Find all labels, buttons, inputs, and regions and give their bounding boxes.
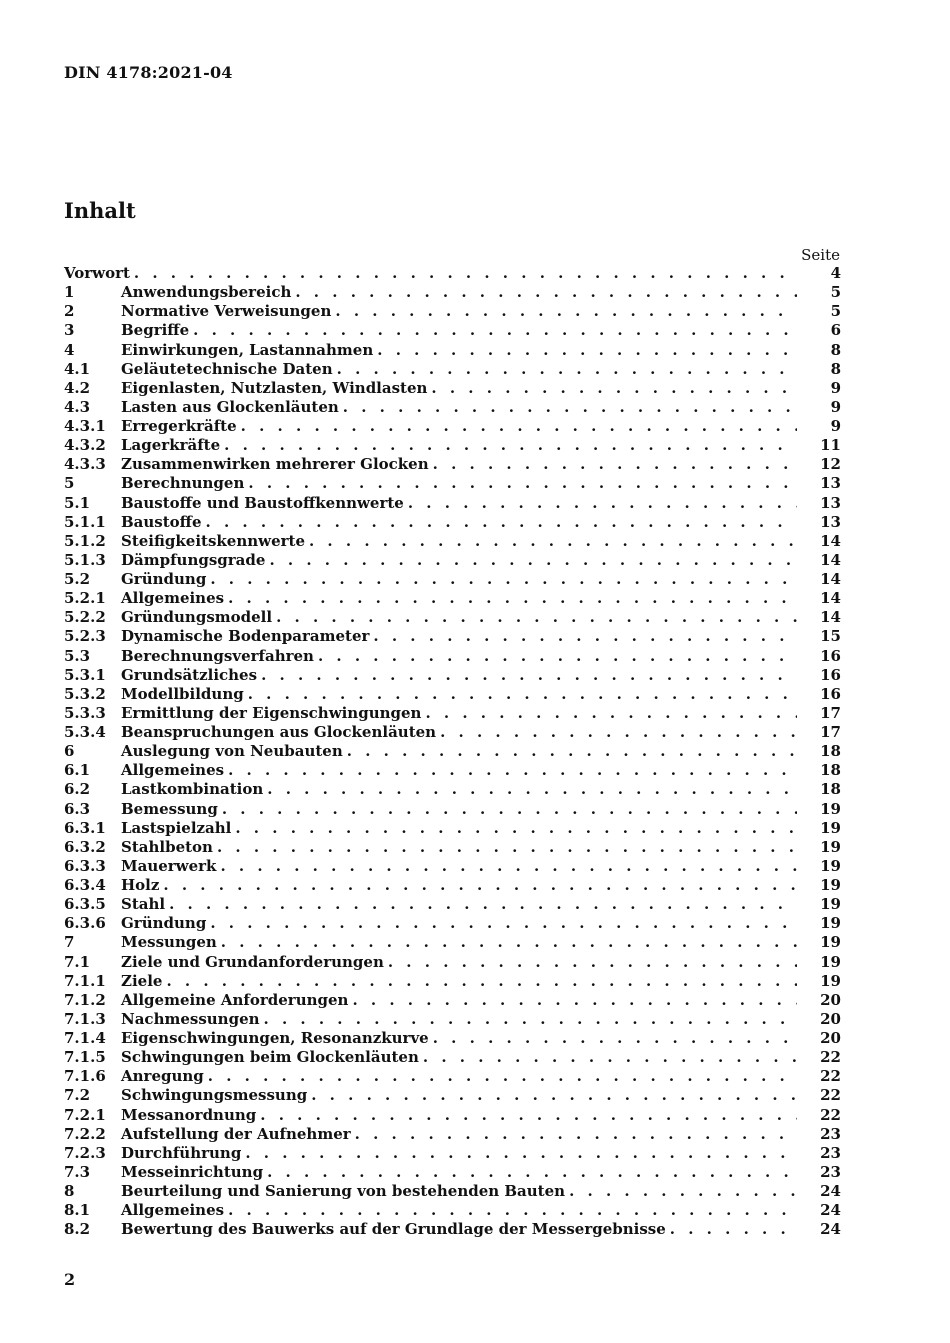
toc-entry-page: 24	[820, 1201, 841, 1220]
toc-entry[interactable]	[64, 647, 841, 666]
toc-entry-number: 1	[64, 283, 75, 302]
toc-entry-label: Messungen	[121, 933, 217, 952]
toc-dot-leader	[377, 341, 797, 360]
toc-entry-number: 7.1.1	[64, 971, 106, 990]
toc-entry-page: 23	[820, 1124, 841, 1143]
toc-entry-label: Holz	[121, 876, 160, 894]
toc-entry-number: 3	[64, 321, 75, 340]
toc-entry-label: Schwingungsmessung	[121, 1086, 308, 1105]
toc-entry-number: 4.3.2	[64, 436, 106, 455]
toc-entry[interactable]	[64, 933, 841, 952]
toc-dot-leader	[569, 1182, 797, 1201]
toc-entry-page: 16	[820, 665, 841, 684]
toc-entry-label: Allgemeine Anforderungen	[121, 990, 349, 1009]
toc-entry-number: 7.1	[64, 952, 91, 971]
toc-entry-label: Lasten aus Glockenläuten	[121, 397, 339, 416]
toc-entry-label: Lastkombination	[121, 780, 264, 799]
toc-entry-label: Schwingungen beim Glockenläuten	[121, 1048, 419, 1067]
toc-entry-page: 6	[830, 321, 841, 340]
toc-dot-leader	[248, 685, 797, 704]
toc-entry-page: 13	[820, 512, 841, 531]
toc-entry-label: Grundsätzliches	[121, 665, 258, 684]
toc-dot-leader	[193, 321, 797, 340]
toc-entry-label: Anregung	[121, 1067, 204, 1086]
toc-dot-leader	[210, 570, 797, 589]
toc-entry-page: 19	[820, 818, 841, 837]
toc-entry-label: Eigenlasten, Nutzlasten, Windlasten	[121, 378, 428, 397]
toc-entry-number: 6.3.4	[64, 876, 106, 894]
toc-entry-number: 5	[64, 474, 75, 493]
toc-entry[interactable]	[64, 455, 841, 474]
toc-entry-label: Einwirkungen, Lastannahmen	[121, 340, 374, 359]
toc-entry-label: Allgemeines	[121, 761, 225, 780]
toc-entry-label: Steifigkeitskennwerte	[121, 531, 305, 550]
toc-entry[interactable]	[64, 895, 841, 914]
toc-entry[interactable]	[64, 1029, 841, 1048]
toc-entry-page: 16	[820, 684, 841, 703]
toc-entry[interactable]	[64, 991, 841, 1010]
toc-entry-page: 19	[820, 971, 841, 990]
toc-entry-number: 7.2.3	[64, 1143, 106, 1162]
toc-entry-number: 6.3.3	[64, 856, 106, 875]
toc-dot-leader	[224, 436, 797, 455]
toc-entry-number: 6.2	[64, 780, 91, 799]
toc-entry-page: 13	[820, 474, 841, 493]
toc-entry-label: Normative Verweisungen	[121, 302, 332, 321]
toc-entry-label: Beurteilung und Sanierung von bestehenden Bauten	[121, 1182, 566, 1200]
toc-entry-number: 7.3	[64, 1162, 91, 1181]
toc-entry[interactable]	[64, 398, 841, 417]
toc-entry-label: Eigenschwingungen, Resonanzkurve	[121, 1029, 429, 1047]
toc-entry-label: Durchführung	[121, 1143, 242, 1162]
toc-entry[interactable]	[64, 666, 841, 685]
toc-dot-leader	[352, 991, 797, 1010]
toc-entry[interactable]	[64, 379, 841, 398]
toc-entry-page: 24	[820, 1182, 841, 1200]
toc-entry-number: 6	[64, 742, 75, 761]
toc-entry-number: 6.1	[64, 761, 91, 780]
toc-entry-page: 9	[830, 417, 841, 435]
toc-entry[interactable]	[64, 264, 841, 283]
toc-entry-label: Gründung	[121, 570, 207, 588]
toc-entry-page: 14	[820, 570, 841, 588]
toc-entry[interactable]	[64, 302, 841, 321]
toc-entry[interactable]	[64, 513, 841, 532]
toc-entry-label: Berechnungen	[121, 474, 245, 493]
toc-dot-leader	[295, 283, 797, 302]
toc-entry-label: Gründungsmodell	[121, 608, 273, 627]
toc-entry[interactable]	[64, 570, 841, 589]
toc-dot-leader	[433, 455, 797, 474]
toc-entry-number: 8.1	[64, 1201, 91, 1220]
toc-entry-page: 19	[820, 876, 841, 894]
toc-entry-page: 17	[820, 723, 841, 741]
toc-entry-label: Bewertung des Bauwerks auf der Grundlage der Messergebnisse	[121, 1220, 666, 1239]
toc-dot-leader	[228, 1201, 797, 1220]
toc-dot-leader	[221, 933, 797, 952]
toc-entry-number: 8	[64, 1182, 75, 1200]
toc-dot-leader	[169, 895, 797, 914]
toc-dot-leader	[134, 264, 797, 283]
toc-entry-page: 19	[820, 799, 841, 818]
toc-entry[interactable]	[64, 1220, 841, 1239]
toc-entry[interactable]	[64, 1106, 841, 1125]
toc-entry[interactable]	[64, 532, 841, 551]
toc-entry-number: 7	[64, 933, 75, 952]
toc-entry-label: Auslegung von Neubauten	[121, 742, 343, 761]
toc-dot-leader	[206, 513, 797, 532]
toc-entry-number: 6.3.2	[64, 837, 106, 856]
toc-entry-number: 7.1.5	[64, 1048, 106, 1067]
toc-entry-label: Modellbildung	[121, 684, 244, 703]
toc-entry-label: Begriffe	[121, 321, 190, 340]
toc-entry-label: Lagerkräfte	[121, 436, 221, 455]
toc-dot-leader	[425, 704, 797, 723]
toc-entry-page: 19	[820, 856, 841, 875]
toc-entry-page: 22	[820, 1086, 841, 1105]
toc-entry-page: 19	[820, 933, 841, 952]
toc-dot-leader	[276, 608, 797, 627]
toc-entry-label: Zusammenwirken mehrerer Glocken	[121, 455, 429, 474]
toc-dot-leader	[208, 1067, 797, 1086]
toc-entry-number: 7.2.1	[64, 1105, 106, 1124]
toc-entry-number: 2	[64, 302, 75, 321]
toc-entry-page: 5	[830, 302, 841, 321]
toc-entry[interactable]	[64, 1086, 841, 1105]
toc-entry[interactable]	[64, 972, 841, 991]
toc-entry[interactable]	[64, 800, 841, 819]
toc-entry[interactable]	[64, 685, 841, 704]
toc-entry-number: 4.2	[64, 378, 91, 397]
toc-entry[interactable]	[64, 494, 841, 513]
toc-dot-leader	[337, 360, 797, 379]
toc-entry-page: 18	[820, 780, 841, 799]
toc-entry-number: 5.3	[64, 646, 91, 665]
toc-dot-leader	[261, 666, 797, 685]
toc-entry-label: Beanspruchungen aus Glockenläuten	[121, 723, 437, 741]
toc-entry-page: 24	[820, 1220, 841, 1239]
toc-dot-leader	[423, 1048, 797, 1067]
toc-entry-page: 17	[820, 703, 841, 722]
toc-dot-leader	[220, 857, 797, 876]
toc-entry-page: 14	[820, 608, 841, 627]
toc-entry-label: Ziele	[121, 971, 163, 990]
toc-entry-number: 7.1.3	[64, 1009, 106, 1028]
toc-dot-leader	[670, 1220, 797, 1239]
toc-dot-leader	[235, 819, 797, 838]
toc-entry[interactable]	[64, 1201, 841, 1220]
toc-entry-label: Gründung	[121, 914, 207, 933]
toc-entry-page: 19	[820, 895, 841, 914]
toc-entry-label: Stahlbeton	[121, 837, 213, 856]
toc-entry[interactable]	[64, 876, 841, 895]
toc-entry-page: 19	[820, 914, 841, 933]
toc-entry-label: Messanordnung	[121, 1105, 257, 1124]
toc-entry-number: 5.3.4	[64, 723, 106, 741]
toc-entry[interactable]	[64, 341, 841, 360]
toc-dot-leader	[166, 972, 797, 991]
document-identifier: DIN 4178:2021-04	[64, 63, 233, 82]
toc-dot-leader	[267, 780, 797, 799]
toc-entry-page: 4	[830, 264, 841, 282]
toc-entry[interactable]	[64, 1048, 841, 1067]
toc-entry-page: 23	[820, 1162, 841, 1181]
toc-entry-number: 4.3	[64, 397, 91, 416]
toc-entry-number: 5.3.2	[64, 684, 106, 703]
toc-entry-page: 20	[820, 1009, 841, 1028]
toc-entry-number: 4.1	[64, 359, 91, 378]
footer-page-number: 2	[64, 1270, 76, 1289]
toc-dot-leader	[343, 398, 797, 417]
toc-dot-leader	[267, 1163, 797, 1182]
toc-entry-page: 8	[830, 359, 841, 378]
toc-dot-leader	[228, 761, 797, 780]
toc-entry-label: Baustoffe und Baustoffkennwerte	[121, 493, 404, 512]
toc-entry[interactable]	[64, 914, 841, 933]
toc-entry-label: Stahl	[121, 895, 166, 914]
page-column-label: Seite	[801, 246, 840, 264]
toc-dot-leader	[228, 589, 797, 608]
toc-dot-leader	[408, 494, 797, 513]
toc-entry-label: Dynamische Bodenparameter	[121, 627, 370, 646]
toc-entry-page: 14	[820, 531, 841, 550]
toc-entry-page: 5	[830, 283, 841, 302]
toc-entry-page: 13	[820, 493, 841, 512]
toc-dot-leader	[388, 953, 797, 972]
toc-dot-leader	[440, 723, 797, 742]
toc-entry-page: 14	[820, 589, 841, 608]
toc-dot-leader	[311, 1086, 797, 1105]
toc-entry-number: 7.1.4	[64, 1029, 106, 1047]
toc-entry[interactable]	[64, 1163, 841, 1182]
toc-entry[interactable]	[64, 857, 841, 876]
toc-dot-leader	[248, 474, 797, 493]
toc-entry-page: 16	[820, 646, 841, 665]
toc-dot-leader	[210, 914, 797, 933]
toc-entry-page: 22	[820, 1105, 841, 1124]
toc-entry-page: 22	[820, 1048, 841, 1067]
toc-entry-number: 6.3.1	[64, 818, 106, 837]
toc-dot-leader	[163, 876, 797, 895]
toc-entry-page: 18	[820, 761, 841, 780]
toc-entry[interactable]	[64, 1144, 841, 1163]
page-title: Inhalt	[64, 198, 136, 223]
toc-entry[interactable]	[64, 474, 841, 493]
toc-entry[interactable]	[64, 1125, 841, 1144]
table-of-contents	[64, 264, 841, 1239]
toc-entry-label: Lastspielzahl	[121, 818, 232, 837]
toc-entry-page: 19	[820, 952, 841, 971]
toc-entry-number: 5.3.1	[64, 665, 106, 684]
toc-entry-label: Erregerkräfte	[121, 417, 237, 435]
toc-dot-leader	[431, 379, 797, 398]
toc-entry[interactable]	[64, 723, 841, 742]
toc-entry-number: 4	[64, 340, 75, 359]
toc-entry-label: Allgemeines	[121, 589, 225, 608]
toc-entry-label: Ermittlung der Eigenschwingungen	[121, 703, 422, 722]
toc-entry[interactable]	[64, 819, 841, 838]
toc-entry[interactable]	[64, 1067, 841, 1086]
toc-entry[interactable]	[64, 953, 841, 972]
toc-entry-page: 11	[820, 436, 841, 455]
toc-dot-leader	[217, 838, 797, 857]
toc-entry-page: 19	[820, 837, 841, 856]
toc-entry-label: Dämpfungsgrade	[121, 550, 266, 569]
toc-entry-number: 5.2.1	[64, 589, 106, 608]
toc-entry[interactable]	[64, 1010, 841, 1029]
toc-entry-number: 8.2	[64, 1220, 91, 1239]
toc-dot-leader	[373, 627, 797, 646]
toc-dot-leader	[222, 800, 797, 819]
toc-entry[interactable]	[64, 283, 841, 302]
toc-dot-leader	[241, 417, 797, 436]
toc-entry-label: Allgemeines	[121, 1201, 225, 1220]
toc-dot-leader	[318, 647, 797, 666]
toc-entry-number: 7.1.6	[64, 1067, 106, 1086]
toc-dot-leader	[347, 742, 797, 761]
toc-entry[interactable]	[64, 551, 841, 570]
toc-entry[interactable]	[64, 436, 841, 455]
toc-dot-leader	[355, 1125, 797, 1144]
toc-entry-page: 20	[820, 990, 841, 1009]
toc-entry-number: 5.1	[64, 493, 91, 512]
toc-entry-label: Messeinrichtung	[121, 1162, 264, 1181]
toc-entry-page: 22	[820, 1067, 841, 1086]
toc-dot-leader	[269, 551, 797, 570]
toc-entry-number: 6.3	[64, 799, 91, 818]
toc-entry-page: 18	[820, 742, 841, 761]
toc-entry-number: 5.3.3	[64, 703, 106, 722]
toc-entry-page: 14	[820, 550, 841, 569]
toc-dot-leader	[264, 1010, 797, 1029]
toc-entry[interactable]	[64, 360, 841, 379]
toc-entry-label: Baustoffe	[121, 512, 202, 531]
toc-entry-page: 9	[830, 397, 841, 416]
toc-entry-number: 7.1.2	[64, 990, 106, 1009]
toc-entry-number: 6.3.6	[64, 914, 106, 933]
toc-entry-label: Vorwort	[64, 264, 130, 282]
toc-entry-page: 20	[820, 1029, 841, 1047]
toc-entry-label: Aufstellung der Aufnehmer	[121, 1124, 351, 1143]
toc-entry-label: Anwendungsbereich	[121, 283, 292, 302]
toc-entry[interactable]	[64, 589, 841, 608]
toc-entry[interactable]	[64, 417, 841, 436]
toc-dot-leader	[260, 1106, 797, 1125]
toc-entry[interactable]	[64, 742, 841, 761]
toc-entry-label: Nachmessungen	[121, 1009, 260, 1028]
toc-entry[interactable]	[64, 1182, 841, 1201]
toc-entry-label: Mauerwerk	[121, 856, 217, 875]
toc-entry-number: 7.2	[64, 1086, 91, 1105]
toc-entry-number: 5.1.2	[64, 531, 106, 550]
toc-entry-label: Ziele und Grundanforderungen	[121, 952, 384, 971]
toc-entry-page: 23	[820, 1143, 841, 1162]
toc-entry[interactable]	[64, 608, 841, 627]
toc-dot-leader	[335, 302, 797, 321]
toc-entry-page: 15	[820, 627, 841, 646]
toc-dot-leader	[309, 532, 797, 551]
toc-entry[interactable]	[64, 780, 841, 799]
toc-dot-leader	[433, 1029, 797, 1048]
toc-entry-number: 4.3.1	[64, 417, 106, 435]
toc-entry[interactable]	[64, 838, 841, 857]
toc-entry-page: 12	[820, 455, 841, 474]
toc-entry-label: Bemessung	[121, 799, 218, 818]
toc-entry-number: 5.2.3	[64, 627, 106, 646]
toc-entry-page: 8	[830, 340, 841, 359]
toc-entry-number: 5.2	[64, 570, 91, 588]
toc-entry-number: 4.3.3	[64, 455, 106, 474]
toc-dot-leader	[245, 1144, 797, 1163]
toc-entry-label: Berechnungsverfahren	[121, 646, 314, 665]
toc-entry[interactable]	[64, 704, 841, 723]
toc-entry-number: 5.1.1	[64, 512, 106, 531]
toc-entry-number: 5.2.2	[64, 608, 106, 627]
toc-entry[interactable]	[64, 627, 841, 646]
toc-entry-number: 7.2.2	[64, 1124, 106, 1143]
toc-entry[interactable]	[64, 761, 841, 780]
toc-entry-label: Geläutetechnische Daten	[121, 359, 333, 378]
toc-entry[interactable]	[64, 321, 841, 340]
toc-entry-number: 6.3.5	[64, 895, 106, 914]
toc-entry-number: 5.1.3	[64, 550, 106, 569]
toc-entry-page: 9	[830, 378, 841, 397]
